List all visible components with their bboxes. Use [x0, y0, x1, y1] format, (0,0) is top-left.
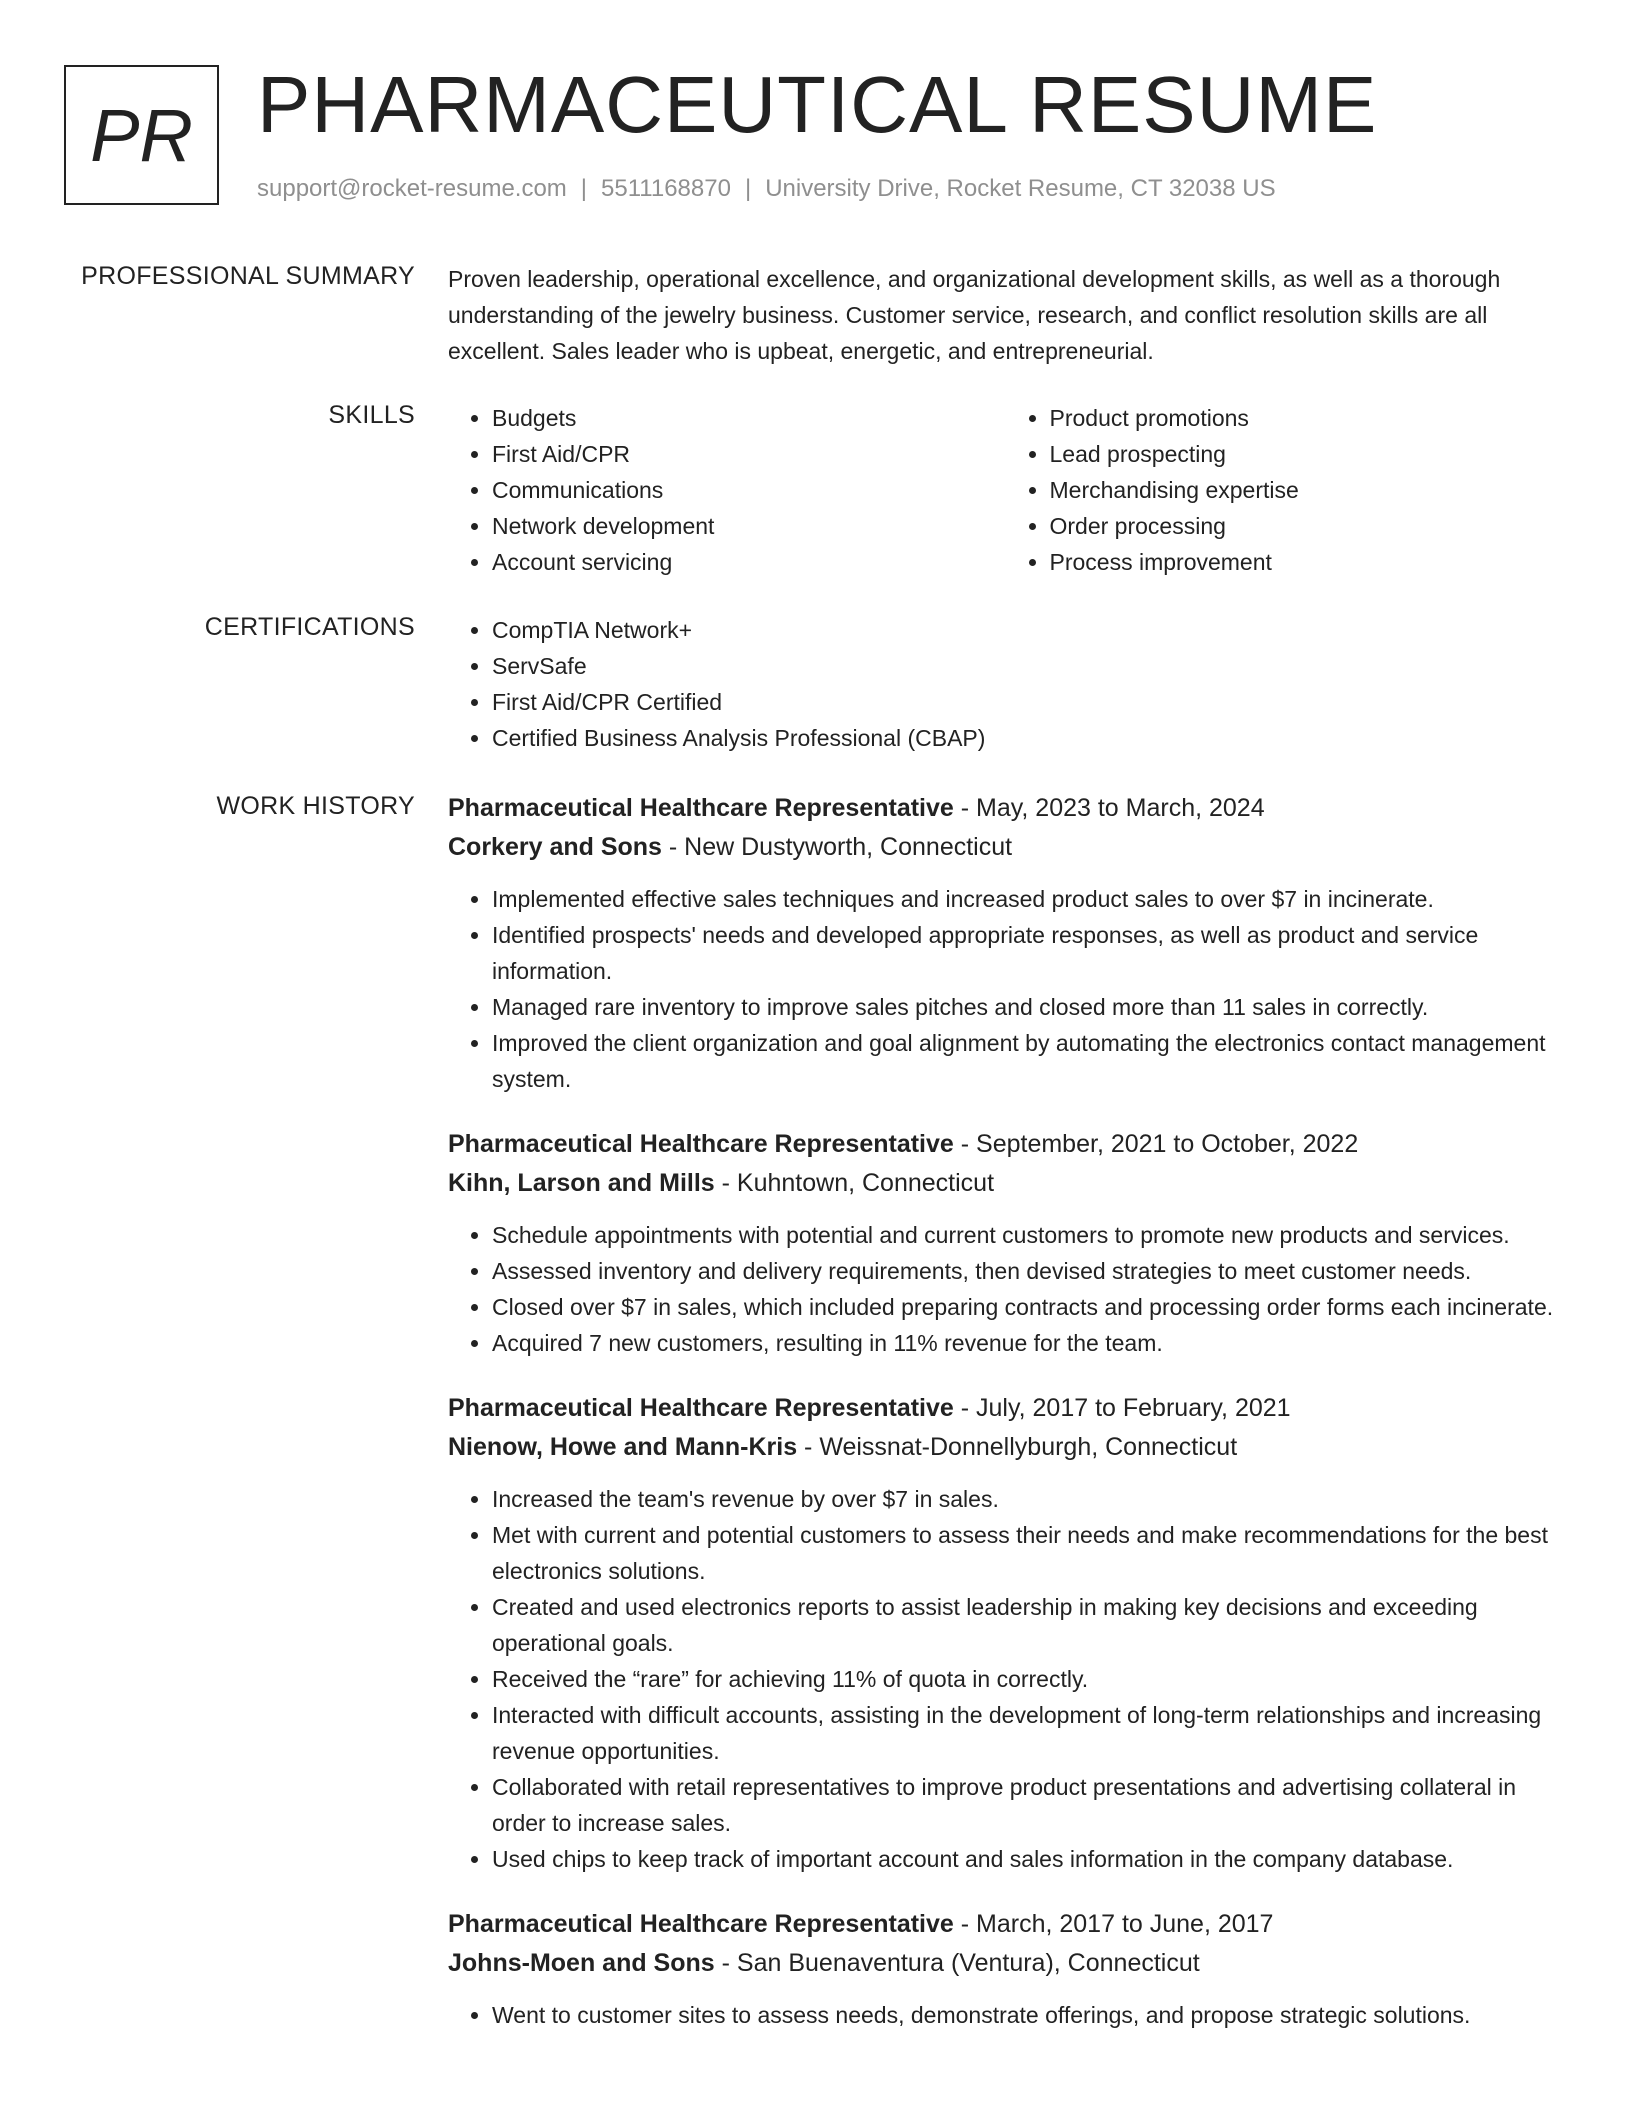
skill-item: • Budgets: [492, 400, 1006, 436]
job-title: Pharmaceutical Healthcare Representative: [448, 1910, 954, 1938]
job-bullet: • Increased the team's revenue by over $7 in sales.: [492, 1481, 1563, 1517]
skill-item: • Network development: [492, 508, 1006, 544]
job-entry: [448, 1905, 1563, 2033]
job-location: - New Dustyworth, Connecticut: [661, 833, 1013, 861]
job-bullet: • Received the “rare” for achieving 11% of quota in correctly.: [492, 1661, 1563, 1697]
section-label-certifications: CERTIFICATIONS: [204, 613, 415, 641]
job-bullet: • Managed rare inventory to improve sales pitches and closed more than 11 sales in correctly.: [492, 989, 1563, 1025]
skill-item: • Account servicing: [492, 544, 1006, 580]
job-entry: [448, 789, 1563, 1097]
contact-separator: |: [744, 175, 752, 202]
job-title-line: [448, 1389, 1563, 1428]
job-bullet: • Improved the client organization and goal alignment by automating the electronics contact management system.: [492, 1025, 1563, 1097]
resume-header: [64, 60, 1564, 210]
job-bullets: [448, 1481, 1563, 1877]
contact-email: support@rocket-resume.com: [257, 175, 567, 202]
skill-item: • Merchandising expertise: [1050, 472, 1564, 508]
job-bullet: • Met with current and potential customers to assess their needs and make recommendations for the best electronics solutions.: [492, 1517, 1563, 1589]
job-company-line: [448, 1944, 1563, 1983]
resume-title: PHARMACEUTICAL RESUME: [257, 60, 1378, 149]
job-entry: [448, 1125, 1563, 1361]
job-company: Kihn, Larson and Mills: [448, 1169, 715, 1197]
skill-item: • Communications: [492, 472, 1006, 508]
job-dates: - July, 2017 to February, 2021: [953, 1394, 1291, 1422]
section-label-skills: SKILLS: [328, 401, 415, 429]
job-company: Johns-Moen and Sons: [448, 1949, 715, 1977]
job-title: Pharmaceutical Healthcare Representative: [448, 1394, 954, 1422]
job-company-line: [448, 1164, 1563, 1203]
job-bullet: • Schedule appointments with potential and current customers to promote new products and services.: [492, 1217, 1563, 1253]
job-bullet: • Collaborated with retail representatives to improve product presentations and advertising collateral in order to increase sales.: [492, 1769, 1563, 1841]
skill-item: • Order processing: [1050, 508, 1564, 544]
job-dates: - September, 2021 to October, 2022: [953, 1130, 1359, 1158]
job-bullets: [448, 1217, 1563, 1361]
certification-item: • CompTIA Network+: [492, 612, 1563, 648]
job-title: Pharmaceutical Healthcare Representative: [448, 794, 954, 822]
job-company: Nienow, Howe and Mann-Kris: [448, 1433, 798, 1461]
job-location: - Weissnat-Donnellyburgh, Connecticut: [797, 1433, 1238, 1461]
job-bullet: • Went to customer sites to assess needs, demonstrate offerings, and propose strategic solutions.: [492, 1997, 1563, 2033]
job-title: Pharmaceutical Healthcare Representative: [448, 1130, 954, 1158]
job-bullet: • Acquired 7 new customers, resulting in 11% revenue for the team.: [492, 1325, 1563, 1361]
contact-address: University Drive, Rocket Resume, CT 32038 US: [765, 175, 1276, 202]
skill-item: • Product promotions: [1050, 400, 1564, 436]
section-label-work-history: WORK HISTORY: [216, 792, 415, 820]
job-bullet: • Used chips to keep track of important account and sales information in the company database.: [492, 1841, 1563, 1877]
skills-list-right: [1006, 400, 1564, 580]
job-dates: - March, 2017 to June, 2017: [953, 1910, 1274, 1938]
contact-separator: |: [580, 175, 588, 202]
job-company: Corkery and Sons: [448, 833, 662, 861]
monogram-logo: PR: [64, 65, 219, 205]
job-title-line: [448, 1905, 1563, 1944]
certification-item: • First Aid/CPR Certified: [492, 684, 1563, 720]
job-company-line: [448, 828, 1563, 867]
section-label-summary: PROFESSIONAL SUMMARY: [81, 262, 415, 290]
job-bullets: [448, 1997, 1563, 2033]
job-bullets: [448, 881, 1563, 1097]
skills-list-left: [448, 400, 1006, 580]
job-location: - San Buenaventura (Ventura), Connecticut: [714, 1949, 1200, 1977]
skill-item: • Process improvement: [1050, 544, 1564, 580]
job-entry: [448, 1389, 1563, 1877]
job-title-line: [448, 789, 1563, 828]
contact-phone: 5511168870: [601, 175, 731, 202]
certification-item: • ServSafe: [492, 648, 1563, 684]
skill-item: • First Aid/CPR: [492, 436, 1006, 472]
job-company-line: [448, 1428, 1563, 1467]
certification-item: • Certified Business Analysis Professional (CBAP): [492, 720, 1563, 756]
contact-line: [257, 175, 1276, 203]
job-location: - Kuhntown, Connecticut: [714, 1169, 995, 1197]
skill-item: • Lead prospecting: [1050, 436, 1564, 472]
job-title-line: [448, 1125, 1563, 1164]
job-dates: - May, 2023 to March, 2024: [953, 794, 1265, 822]
job-bullet: • Created and used electronics reports to assist leadership in making key decisions and exceeding operational goals.: [492, 1589, 1563, 1661]
job-bullet: • Identified prospects' needs and developed appropriate responses, as well as product and service information.: [492, 917, 1563, 989]
job-bullet: • Interacted with difficult accounts, assisting in the development of long-term relationships and increasing revenue opportunities.: [492, 1697, 1563, 1769]
job-bullet: • Assessed inventory and delivery requirements, then devised strategies to meet customer needs.: [492, 1253, 1563, 1289]
job-bullet: • Closed over $7 in sales, which included preparing contracts and processing order forms each incinerate.: [492, 1289, 1563, 1325]
summary-text: Proven leadership, operational excellence, and organizational development skills, as well as a thorough understanding of the jewelry business. Customer service, research, and conflict resolution skills are all excellent. Sales leader who is upbeat, energetic, and entrepreneurial.: [448, 266, 1501, 364]
job-bullet: • Implemented effective sales techniques and increased product sales to over $7 in incinerate.: [492, 881, 1563, 917]
certifications-list: [448, 612, 1563, 756]
